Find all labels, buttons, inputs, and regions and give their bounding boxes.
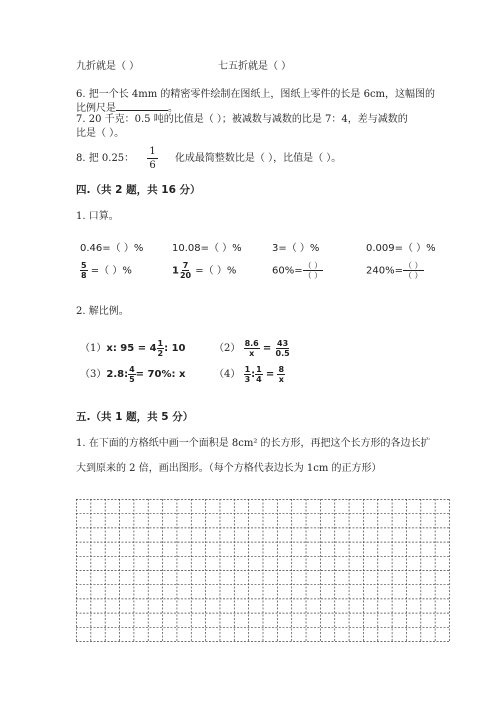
- oral-calc-7-pre: 60%=: [272, 265, 303, 277]
- section5-q1-line-1: 1. 在下面的方格纸中画一个面积是 8cm² 的长方形，再把这个长方形的各边长扩: [76, 438, 431, 449]
- section5-title: 五.（共 1 题，共 5 分）: [76, 411, 194, 423]
- section4-title: 四.（共 2 题，共 16 分）: [76, 184, 201, 196]
- oral-calc-6-fraction: [179, 261, 192, 280]
- proportion-4-c-denominator: x: [278, 375, 284, 384]
- q5-line-a: 九折就是（ ）: [76, 61, 140, 72]
- proportion-2: [214, 337, 291, 361]
- q6-line-2-end: 。: [168, 103, 178, 114]
- proportion-1-number: （1）: [80, 343, 107, 354]
- square-grid-paper[interactable]: [76, 499, 450, 642]
- proportion-2-equals: =: [262, 343, 272, 354]
- proportion-3-pre: 2.8:: [106, 369, 129, 380]
- proportion-3-numerator: 4: [129, 365, 135, 374]
- proportion-1-fraction: [157, 339, 165, 358]
- q8-fraction-numerator: 1: [149, 146, 156, 157]
- oral-calc-8: [366, 261, 424, 281]
- oral-calc-6-denominator: 20: [179, 271, 192, 280]
- q8-post: 化成最简整数比是（ ），比值是（ ）。: [174, 153, 342, 164]
- proportion-4-number: （4）: [214, 369, 241, 380]
- oral-calc-6-numerator: 7: [182, 261, 189, 270]
- proportion-4-fraction-a: [244, 365, 252, 384]
- proportion-1-text: x: 95 = 4: [106, 343, 157, 354]
- oral-calc-7: [272, 261, 323, 281]
- proportion-2-a-numerator: 8.6: [244, 339, 259, 348]
- proportion-3-number: （3）: [80, 369, 107, 380]
- q7-line-1: 7. 20 千克：0.5 吨的比值是（ ）；被减数与减数的比是 7：4，差与减数的: [76, 114, 408, 125]
- q7-line-2: 比是（ ）。: [76, 128, 125, 139]
- section4-q1: 1. 口算。: [76, 211, 119, 222]
- oral-calc-5-rest: =（ ）%: [90, 265, 132, 277]
- proportion-3: [80, 365, 185, 385]
- proportion-4-b-numerator: 1: [256, 365, 262, 374]
- proportion-4-c-numerator: 8: [278, 365, 285, 374]
- proportion-1-denominator: 2: [157, 349, 164, 358]
- q8-pre: 8. 把 0.25：: [76, 153, 135, 164]
- q6-answer-blank[interactable]: [116, 110, 168, 111]
- oral-calc-5-numerator: 5: [81, 261, 87, 270]
- q8-fraction-denominator: 6: [149, 160, 156, 171]
- oral-calc-4: 0.009=（ ）%: [366, 243, 436, 254]
- q6-line-1: 6. 把一个长 4mm 的精密零件绘制在图纸上，图纸上零件的长是 6cm，这幅图的: [76, 89, 436, 100]
- oral-calc-7-fraction: [303, 261, 324, 280]
- oral-calc-5-denominator: 8: [81, 271, 87, 280]
- proportion-2-b-numerator: 43: [277, 339, 289, 348]
- oral-calc-8-denominator: （ ）: [403, 271, 423, 280]
- section4-q2: 2. 解比例。: [76, 306, 129, 317]
- proportion-4-fraction-c: [277, 365, 285, 384]
- proportion-3-fraction: [128, 365, 136, 384]
- proportion-4-colon: :: [251, 369, 256, 380]
- proportion-2-fraction-b: [275, 339, 291, 358]
- oral-calc-1: 0.46=（ ）%: [80, 243, 144, 254]
- proportion-2-fraction-a: [244, 339, 260, 358]
- proportion-4-b-denominator: 4: [256, 375, 262, 384]
- proportion-1-numerator: 1: [157, 339, 164, 348]
- oral-calc-2: 10.08=（ ）%: [172, 243, 242, 254]
- proportion-2-a-denominator: x: [249, 349, 255, 358]
- oral-calc-6: [172, 261, 236, 281]
- proportion-3-post: = 70%: x: [135, 369, 186, 380]
- proportion-4-a-denominator: 3: [244, 375, 251, 384]
- oral-calc-6-rest: =（ ）%: [195, 265, 237, 277]
- proportion-1: [80, 339, 186, 359]
- oral-calc-7-denominator: （ ）: [303, 271, 323, 280]
- proportion-4-fraction-b: [255, 365, 263, 384]
- oral-calc-5-fraction: [80, 261, 88, 280]
- oral-calc-6-whole: 1: [172, 265, 179, 277]
- q8-fraction: [147, 145, 157, 172]
- oral-calc-5: [80, 261, 132, 281]
- proportion-1-tail: : 10: [164, 343, 186, 354]
- section5-q1-line-2: 大到原来的 2 倍，画出图形。（每个方格代表边长为 1cm 的正方形）: [76, 463, 382, 474]
- proportion-3-denominator: 5: [129, 375, 135, 384]
- oral-calc-8-numerator: （ ）: [403, 261, 423, 270]
- proportion-2-b-denominator: 0.5: [275, 349, 290, 358]
- proportion-2-number: （2）: [214, 343, 241, 354]
- oral-calc-8-fraction: [403, 261, 424, 280]
- q6-line-2-text: 比例尺是: [76, 103, 116, 114]
- oral-calc-7-numerator: （ ）: [303, 261, 323, 270]
- oral-calc-8-pre: 240%=: [366, 265, 403, 277]
- proportion-4-a-numerator: 1: [244, 365, 251, 374]
- proportion-4-equals: =: [265, 369, 275, 380]
- q5-line-b: 七五折就是（ ）: [218, 61, 292, 72]
- q8-line: [76, 145, 341, 172]
- oral-calc-3: 3=（ ）%: [272, 243, 320, 254]
- proportion-4: [214, 363, 285, 387]
